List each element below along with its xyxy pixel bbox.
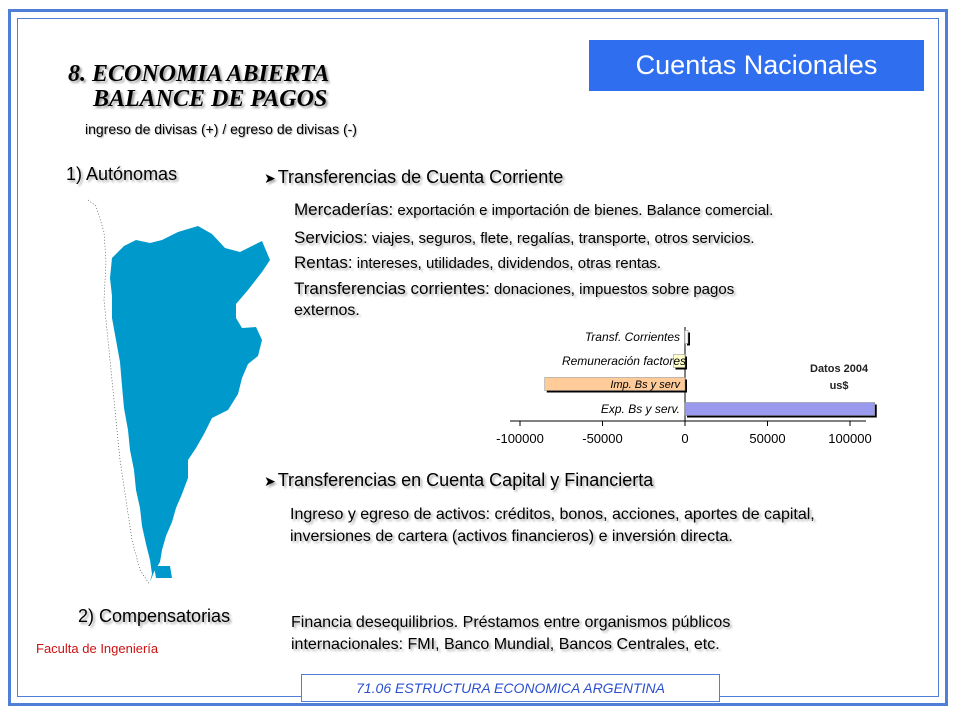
category-label: Remuneración factores xyxy=(561,354,686,368)
footer-course: 71.06 ESTRUCTURA ECONOMICA ARGENTINA xyxy=(301,674,720,702)
chart-datos-note xyxy=(810,361,868,395)
bar-3 xyxy=(685,403,875,416)
category-label: Transf. Corrientes xyxy=(584,330,680,344)
item-label: Mercaderías: xyxy=(294,200,394,219)
x-tick-label: -50000 xyxy=(582,431,623,446)
datos-line1: Datos 2004 xyxy=(810,363,869,375)
cuenta-corriente-heading: Transferencias de Cuenta Corriente xyxy=(277,167,564,187)
item-text: intereses, utilidades, dividendos, otras rentas. xyxy=(352,255,662,272)
bullet-cuenta-capital xyxy=(264,470,653,491)
category-label: Imp. Bs y serv xyxy=(610,379,680,391)
item-text: donaciones, impuestos sobre pagos xyxy=(489,281,735,298)
item-text: exportación e importación de bienes. Balance comercial. xyxy=(393,202,774,219)
section-compensatorias: 2) Compensatorias xyxy=(78,606,231,626)
x-tick-label: -100000 xyxy=(496,431,544,446)
compensatorias-text: Financia desequilibrios. Préstamos entre organismos públicos internacionales: FMI, Banco Mundial, Bancos Centrales, etc. xyxy=(291,614,731,653)
page-subtitle: ingreso de divisas (+) / egreso de divisas (-) xyxy=(85,121,357,137)
x-tick-label: 100000 xyxy=(828,431,872,446)
item-label: Servicios: xyxy=(294,228,368,247)
x-tick-label: 0 xyxy=(681,431,689,446)
bar-0 xyxy=(685,331,688,344)
page-title-line2: BALANCE DE PAGOS xyxy=(93,86,328,112)
arrow-bullet-icon: ➤ xyxy=(264,170,276,186)
header-title: Cuentas Nacionales xyxy=(589,40,924,91)
x-tick-label: 50000 xyxy=(749,431,786,446)
item-label: Rentas: xyxy=(294,253,353,272)
item-continuation: externos. xyxy=(294,302,360,319)
page-title-line1: 8. ECONOMIA ABIERTA xyxy=(68,61,330,87)
item-label: Transferencias corrientes: xyxy=(294,279,490,298)
item-text: viajes, seguros, flete, regalías, transporte, otros servicios. xyxy=(367,230,755,247)
cuenta-capital-text: Ingreso y egreso de activos: créditos, bonos, acciones, aportes de capital, inversiones de cartera (activos financieros) e inversión directa. xyxy=(290,506,815,545)
arrow-bullet-icon: ➤ xyxy=(264,473,276,489)
faculty-label: Faculta de Ingeniería xyxy=(36,641,159,656)
section-autonomas: 1) Autónomas xyxy=(66,164,178,184)
cuenta-capital-heading: Transferencias en Cuenta Capital y Financierta xyxy=(277,470,654,490)
category-label: Exp. Bs y serv. xyxy=(600,402,680,416)
datos-line2: us$ xyxy=(829,380,849,392)
